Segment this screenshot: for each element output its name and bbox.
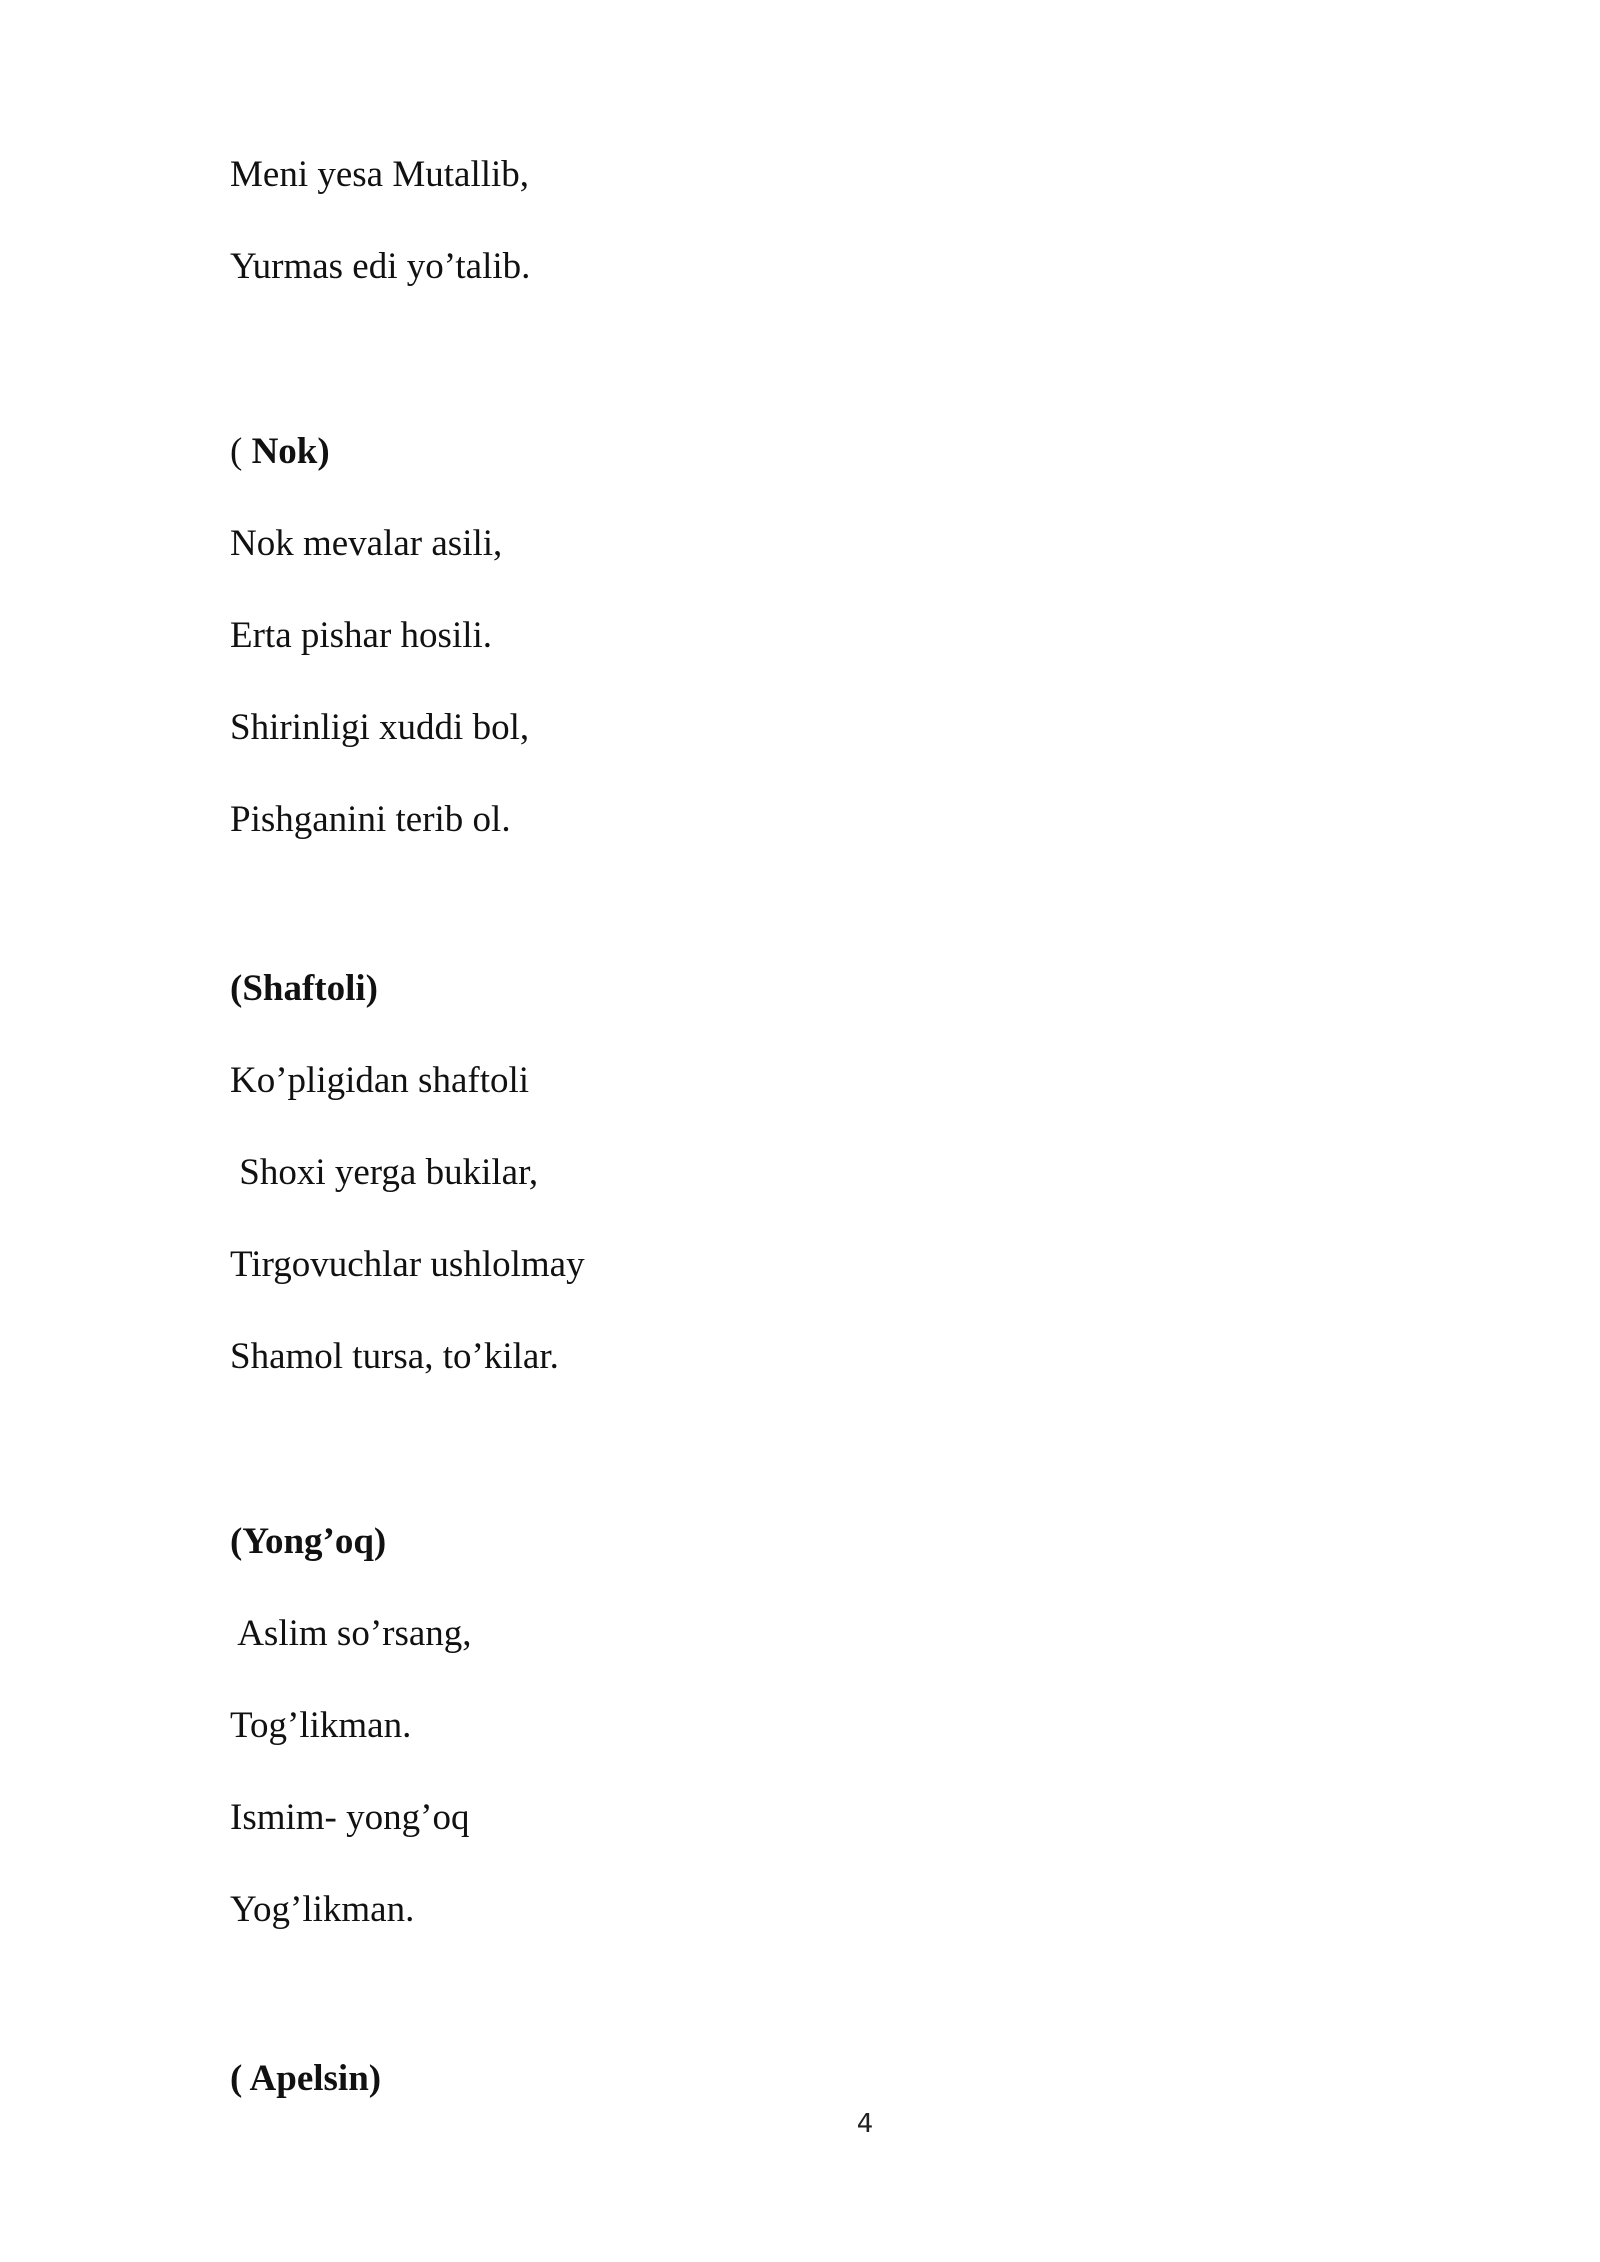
- verse-line: Pishganini terib ol.: [230, 799, 511, 840]
- page-number: 4: [856, 2109, 874, 2139]
- verse-line: Yurmas edi yo’talib.: [230, 246, 531, 287]
- verse-line: Shamol tursa, to’kilar.: [230, 1336, 559, 1377]
- verse-line: Ko’pligidan shaftoli: [230, 1060, 530, 1101]
- verse-line: Erta pishar hosili.: [230, 615, 493, 656]
- verse-line: Ismim- yong’oq: [230, 1797, 470, 1838]
- verse-line: Aslim so’rsang,: [230, 1613, 472, 1654]
- verse-line: Nok mevalar asili,: [230, 523, 503, 564]
- verse-line: Shirinligi xuddi bol,: [230, 707, 530, 748]
- verse-line: Meni yesa Mutallib,: [230, 154, 530, 195]
- verse-heading: [230, 430, 330, 474]
- verse-line: Yog’likman.: [230, 1889, 415, 1930]
- verse-heading: (Shaftoli): [230, 968, 378, 1009]
- verse-line: Shoxi yerga bukilar,: [230, 1152, 539, 1193]
- verse-heading: ( Apelsin): [230, 2058, 382, 2099]
- verse-line: Tog’likman.: [230, 1705, 412, 1746]
- verse-line: Tirgovuchlar ushlolmay: [230, 1244, 585, 1285]
- heading-prefix: (: [230, 431, 252, 472]
- heading-text: Nok): [251, 431, 330, 472]
- verse-heading: (Yong’oq): [230, 1521, 387, 1562]
